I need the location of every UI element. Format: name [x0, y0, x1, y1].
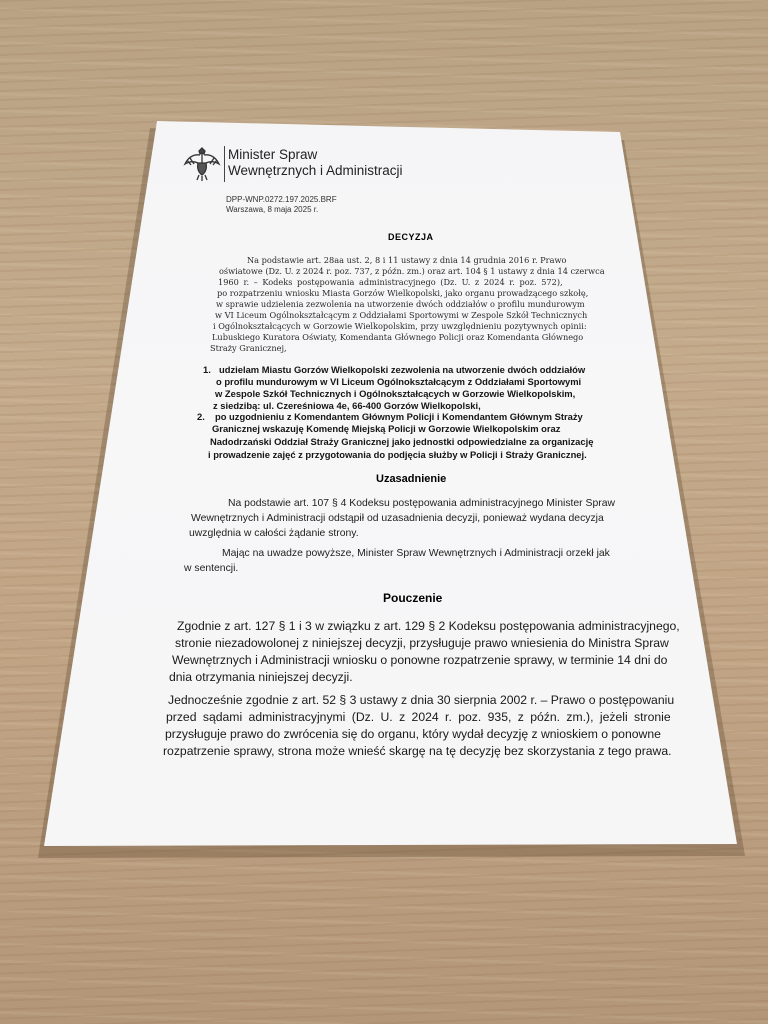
instruction-line: dnia otrzymania niniejszej decyzji. [169, 670, 353, 684]
item-line: z siedzibą: ul. Czereśniowa 4e, 66-400 Gorzów Wielkopolski, [213, 400, 481, 411]
intro-line: po rozpatrzeniu wniosku Miasta Gorzów Wielkopolski, jako organu prowadzącego szkołę, [217, 288, 589, 298]
item-line: udzielam Miastu Gorzów Wielkopolski zezwolenia na utworzenie dwóch oddziałów [219, 364, 586, 375]
item-line: Granicznej wskazuję Komendę Miejską Policji w Gorzowie Wielkopolskim oraz [212, 423, 561, 434]
logo-divider [224, 146, 225, 182]
justification-line: w sentencji. [184, 563, 239, 574]
institution-name-line2: Wewnętrznych i Administracji [228, 163, 403, 178]
decision-title: DECYZJA [388, 232, 434, 242]
instruction-line: Wewnętrznych i Administracji wniosku o ponowne rozpatrzenie sprawy, w terminie 14 dni do [172, 653, 668, 667]
instruction-line: przed sądami administracyjnymi (Dz. U. z 2024 r. poz. 935, z późn. zm.), jeżeli stronie [166, 710, 671, 724]
instruction-line: Zgodnie z art. 127 § 1 i 3 w związku z art. 129 § 2 Kodeksu postępowania administracyjnego, [177, 619, 680, 633]
instruction-title: Pouczenie [383, 591, 443, 605]
instruction-line: Jednocześnie zgodnie z art. 52 § 3 ustawy z dnia 30 sierpnia 2002 r. – Prawo o postępowaniu [168, 693, 675, 707]
item-number: 1. [203, 364, 211, 375]
item-line: po uzgodnieniu z Komendantem Głównym Policji i Komendantem Głównym Straży [215, 411, 583, 422]
item-line: i prowadzenie zajęć z przygotowania do podjęcia służby w Policji i Straży Granicznej. [208, 449, 587, 460]
eagle-emblem-icon [181, 142, 223, 184]
instruction-line: przysługuje prawo do zwrócenia się do organu, który wydał decyzję z wnioskiem o ponowne [165, 727, 661, 741]
justification-title: Uzasadnienie [376, 473, 447, 485]
justification-line: Mając na uwadze powyższe, Minister Spraw Wewnętrznych i Administracji orzekł jak [222, 548, 610, 559]
intro-line: i Ogólnokształcących w Gorzowie Wielkopolskim, przy uwzględnieniu pozytywnych opinii: [213, 321, 587, 331]
intro-line: w VI Liceum Ogólnokształcącym z Oddziałami Sportowymi w Zespole Szkół Technicznych [215, 310, 588, 320]
item-line: Nadodrzański Oddział Straży Granicznej jako jednostki odpowiedzialne za organizację [210, 436, 594, 447]
intro-line: Lubuskiego Kuratora Oświaty, Komendanta Głównego Policji oraz Komendanta Głównego [212, 332, 584, 342]
justification-line: Wewnętrznych i Administracji odstąpił od uzasadnienia decyzji, ponieważ wydana decyzja [191, 513, 604, 524]
place-date: Warszawa, 8 maja 2025 r. [226, 205, 319, 214]
reference-number: DPP-WNP.0272.197.2025.BRF [226, 195, 337, 204]
intro-line: Na podstawie art. 28aa ust. 2, 8 i 11 ustawy z dnia 14 grudnia 2016 r. Prawo [247, 255, 567, 265]
instruction-line: rozpatrzenie sprawy, strona może wnieść skargę na tę decyzję bez skorzystania z tego prawa. [163, 744, 672, 758]
intro-line: w sprawie udzielenia zezwolenia na utworzenie dwóch oddziałów o profilu mundurowym [216, 299, 585, 309]
instruction-line: stronie niezadowolonej z niniejszej decyzji, przysługuje prawo wniesienia do Ministra Spraw [175, 636, 669, 650]
item-number: 2. [197, 411, 205, 422]
intro-line: Straży Granicznej, [210, 343, 287, 353]
intro-line: 1960 r. – Kodeks postępowania administracyjnego (Dz. U. z 2024 r. poz. 572), [218, 277, 563, 287]
item-line: w Zespole Szkół Technicznych i Ogólnokształcących w Gorzowie Wielkopolskim, [215, 388, 576, 399]
institution-name-line1: Minister Spraw [228, 147, 318, 162]
justification-line: Na podstawie art. 107 § 4 Kodeksu postępowania administracyjnego Minister Spraw [228, 498, 615, 509]
item-line: o profilu mundurowym w VI Liceum Ogólnokształcącym z Oddziałami Sportowymi [216, 376, 582, 387]
justification-line: uwzględnia w całości żądanie strony. [189, 528, 359, 539]
intro-line: oświatowe (Dz. U. z 2024 r. poz. 737, z późn. zm.) oraz art. 104 § 1 ustawy z dnia 14 czerwca [219, 266, 605, 276]
